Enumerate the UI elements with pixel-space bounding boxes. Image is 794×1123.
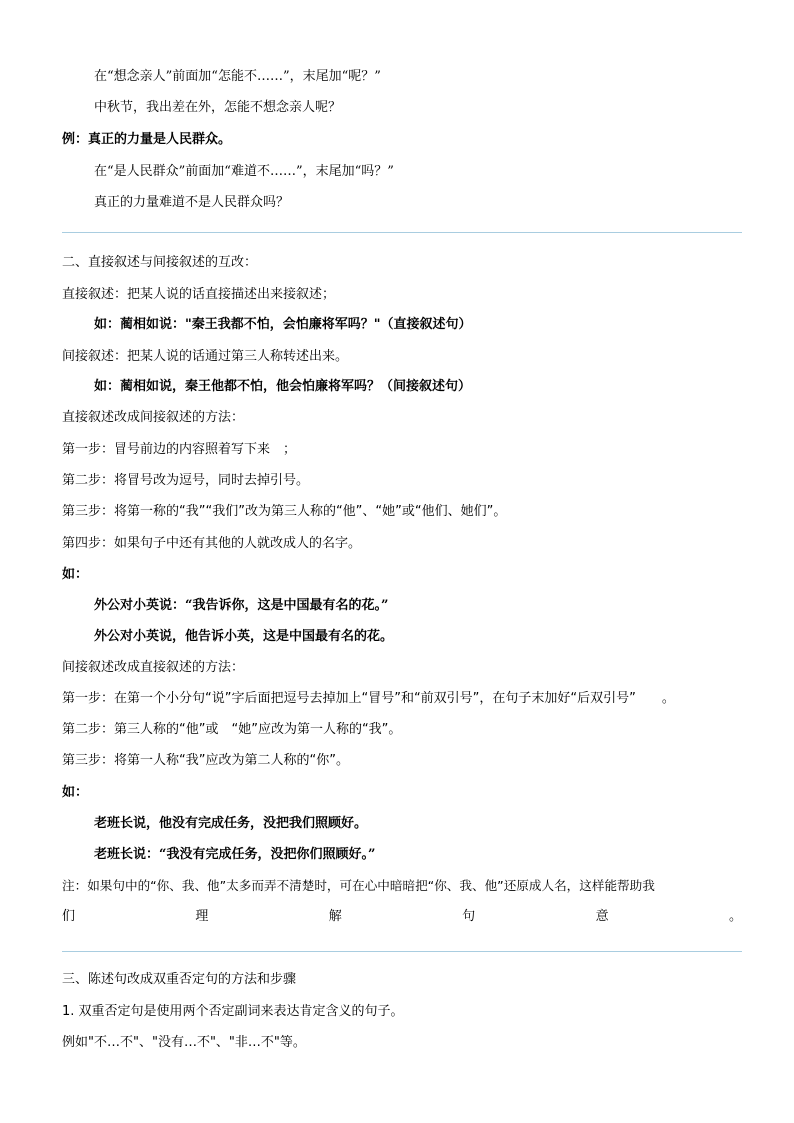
example-line: 如：蔺相如说，秦王他都不怕，他会怕廉将军吗？（间接叙述句） <box>94 379 472 394</box>
example-line: 例：真正的力量是人民群众。 <box>62 132 232 147</box>
section-divider <box>62 951 742 952</box>
definition-line: 间接叙述：把某人说的话通过第三人称转述出来。 <box>62 349 349 364</box>
example-line: 老班长说，他没有完成任务，没把我们照顾好。 <box>94 816 368 831</box>
step-line: 第四步：如果句子中还有其他的人就改成人的名字。 <box>62 536 362 551</box>
note-char: 理 <box>195 909 209 924</box>
step-line: 第二步：将冒号改为逗号，同时去掉引号。 <box>62 473 310 488</box>
text-line: 在“是人民群众”前面加“难道不……”，末尾加“吗？” <box>94 164 394 179</box>
step-line: 第三步：将第一称的“我”“我们”改为第三人称的“他”、“她”或“他们、她们”。 <box>62 504 507 519</box>
note-char: 意 <box>595 909 609 924</box>
note-line: 注：如果句中的“你、我、他”太多而弄不清楚时，可在心中暗暗把“你、我、他”还原成人名，这样能帮助我 <box>62 878 655 893</box>
examples-line: 例如"不…不"、"没有…不"、"非…不"等。 <box>62 1035 306 1050</box>
step-line: 第一步：冒号前边的内容照着写下来 ； <box>62 442 297 457</box>
note-line-continued <box>62 907 742 927</box>
example-line: 外公对小英说：“我告诉你，这是中国最有名的花。” <box>94 598 389 613</box>
text-line: 真正的力量难道不是人民群众吗？ <box>94 195 290 210</box>
step-line: 第一步：在第一个小分句“说”字后面把逗号去掉加上“冒号”和“前双引号”，在句子末加好“后双引号” 。 <box>62 691 675 706</box>
note-char: 句 <box>462 909 476 924</box>
section-heading: 三、陈述句改成双重否定句的方法和步骤 <box>62 972 297 987</box>
note-char: 们 <box>62 909 76 924</box>
section-divider <box>62 232 742 233</box>
example-label: 如： <box>62 785 89 800</box>
example-line: 老班长说：“我没有完成任务，没把你们照顾好。” <box>94 847 376 862</box>
note-char: 。 <box>728 909 742 924</box>
method-title: 间接叙述改成直接叙述的方法： <box>62 660 245 675</box>
example-line: 外公对小英说，他告诉小英，这是中国最有名的花。 <box>94 629 394 644</box>
section-heading: 二、直接叙述与间接叙述的互改： <box>62 255 258 270</box>
example-label: 如： <box>62 567 89 582</box>
method-title: 直接叙述改成间接叙述的方法： <box>62 410 245 425</box>
text-line: 中秋节，我出差在外，怎能不想念亲人呢？ <box>94 100 342 115</box>
note-char: 解 <box>328 909 342 924</box>
point-line: 1. 双重否定句是使用两个否定副词来表达肯定含义的句子。 <box>62 1004 404 1019</box>
step-line: 第二步：第三人称的“他”或 “她”应改为第一人称的“我”。 <box>62 722 402 737</box>
example-line: 如：蔺相如说："秦王我都不怕，会怕廉将军吗？"（直接叙述句） <box>94 317 472 332</box>
step-line: 第三步：将第一人称“我”应改为第二人称的“你”。 <box>62 753 349 768</box>
definition-line: 直接叙述：把某人说的话直接描述出来接叙述； <box>62 287 336 302</box>
text-line: 在“想念亲人”前面加“怎能不……”，末尾加“呢？” <box>94 69 381 84</box>
